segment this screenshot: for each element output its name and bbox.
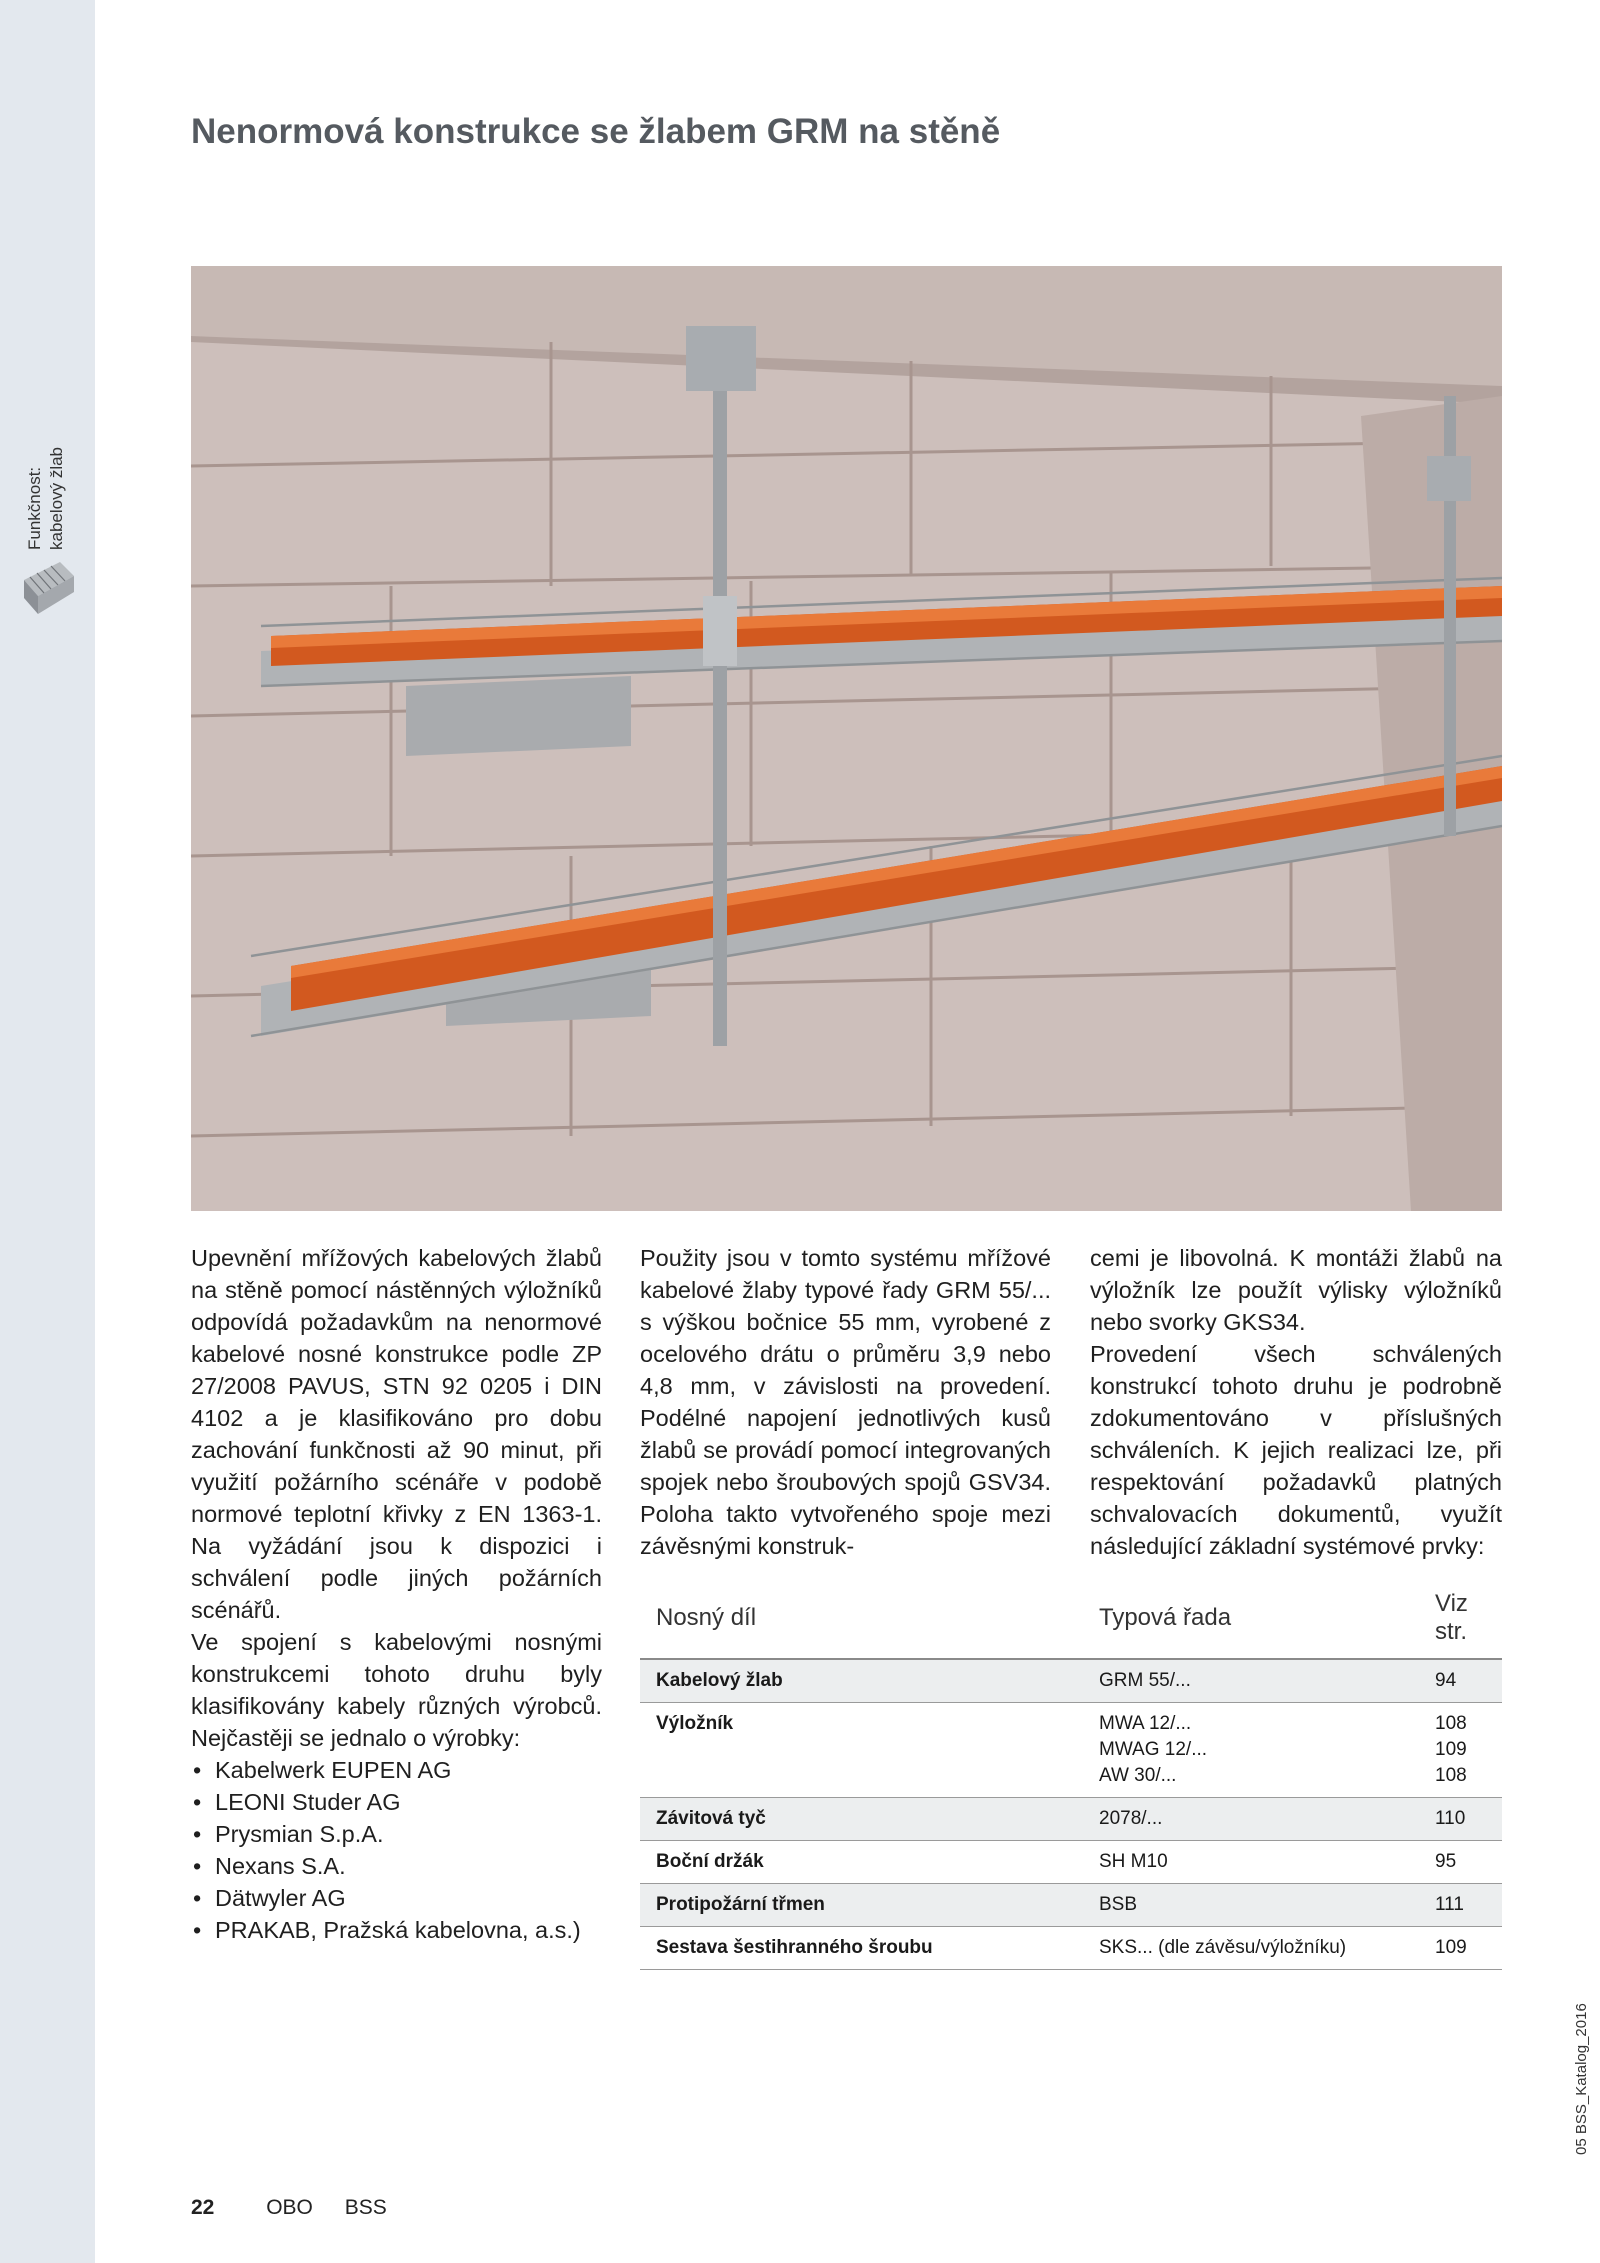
page-value: 108: [1435, 1713, 1467, 1734]
page-title: Nenormová konstrukce se žlabem GRM na stěně: [191, 112, 1001, 151]
part-series: [1083, 1798, 1419, 1841]
page-value: 109: [1435, 1937, 1467, 1958]
sidebar-label-line1: Funkčnost:: [25, 466, 44, 550]
part-page: [1419, 1884, 1502, 1927]
page-value: 111: [1435, 1894, 1464, 1915]
text-column-3: [1090, 1242, 1502, 1562]
series-value: 2078/...: [1099, 1808, 1163, 1829]
table-row: [640, 1659, 1502, 1703]
part-name: Sestava šestihranného šroubu: [640, 1927, 1083, 1970]
series-value: SKS... (dle závěsu/výložníku): [1099, 1937, 1347, 1958]
text-column-1: [191, 1242, 602, 1946]
table-header-row: [640, 1584, 1502, 1659]
part-name: Boční držák: [640, 1841, 1083, 1884]
part-page: [1419, 1798, 1502, 1841]
part-page: [1419, 1927, 1502, 1970]
list-item: • Nexans S.A.: [191, 1850, 602, 1882]
part-series: [1083, 1659, 1419, 1703]
cables-paragraph: Ve spojení s kabelovými nosnými konstrukcemi tohoto druhu byly klasifikovány kabely různých výrobců. Nejčastěji se jednalo o výrobky:: [191, 1629, 602, 1751]
part-series: [1083, 1927, 1419, 1970]
page-value: 110: [1435, 1808, 1466, 1829]
part-name: Výložník: [640, 1703, 1083, 1798]
document-code: 05 BSS_Katalog_2016: [1573, 2003, 1590, 2155]
table-row: [640, 1927, 1502, 1970]
table-row: [640, 1798, 1502, 1841]
table-row: [640, 1703, 1502, 1798]
parts-table: [640, 1584, 1502, 1970]
part-series: [1083, 1703, 1419, 1798]
header-part: Nosný díl: [640, 1584, 1083, 1659]
page-value: 109: [1435, 1739, 1467, 1760]
series-value: MWAG 12/...: [1099, 1739, 1208, 1760]
table-row: [640, 1884, 1502, 1927]
list-item: • Prysmian S.p.A.: [191, 1818, 602, 1850]
page-value: 108: [1435, 1765, 1467, 1786]
cable-tray-icon: [20, 560, 76, 616]
cable-tray-installation-photo: [191, 266, 1502, 1211]
part-name: Kabelový žlab: [640, 1659, 1083, 1703]
intro-paragraph: Upevnění mřížových kabelových žlabů na stěně pomocí nástěnných výložníků odpovídá požadavkům na nenormové kabelové nosné konstrukce podle ZP 27/2008 PAVUS, STN 92 0205 i DIN 4102 a je klasifikováno pro dobu zachování funkčnosti až 90 minut, při využití požárního scénáře v podobě normové teplotní křivky z EN 1363-1. Na vyžádání jsou k dispozici i schválení podle jiných požárních scénářů.: [191, 1245, 602, 1623]
page-footer: [191, 2196, 413, 2220]
page-value: 94: [1435, 1670, 1457, 1691]
part-name: Protipožární třmen: [640, 1884, 1083, 1927]
part-page: [1419, 1659, 1502, 1703]
part-series: [1083, 1884, 1419, 1927]
series-value: BSB: [1099, 1894, 1138, 1915]
series-value: SH M10: [1099, 1851, 1168, 1872]
header-page: Viz str.: [1419, 1584, 1502, 1659]
sidebar-label: [24, 330, 74, 550]
section-name: BSS: [344, 2196, 387, 2219]
brand-name: OBO: [266, 2196, 313, 2219]
series-value: GRM 55/...: [1099, 1670, 1191, 1691]
list-item: • Kabelwerk EUPEN AG: [191, 1754, 602, 1786]
list-item: • LEONI Studer AG: [191, 1786, 602, 1818]
part-page: [1419, 1703, 1502, 1798]
list-item: • Dätwyler AG: [191, 1882, 602, 1914]
page-value: 95: [1435, 1851, 1457, 1872]
header-series: Typová řada: [1083, 1584, 1419, 1659]
series-value: MWA 12/...: [1099, 1713, 1192, 1734]
text-column-2: [640, 1242, 1051, 1562]
list-item: • PRAKAB, Pražská kabelovna, a.s.): [191, 1914, 602, 1946]
mounting-paragraph: cemi je libovolná. K montáži žlabů na výložník lze použít výlisky výložníků nebo svorky GKS34.: [1090, 1245, 1502, 1335]
sidebar-label-line2: kabelový žlab: [47, 446, 66, 550]
page-number: 22: [191, 2196, 215, 2219]
approval-paragraph: Provedení všech schválených konstrukcí tohoto druhu je podrobně zdokumentováno v příslušných schváleních. K jejich realizaci lze, při respektování požadavků platných schvalovacích dokumentů, využít následující základní systémové prvky:: [1090, 1341, 1502, 1559]
system-paragraph: Použity jsou v tomto systému mřížové kabelové žlaby typové řady GRM 55/... s výškou bočnice 55 mm, vyrobené z ocelového drátu o průměru 3,9 nebo 4,8 mm, v závislosti na provedení. Podélné napojení jednotlivých kusů žlabů se provádí pomocí integrovaných spojek nebo šroubových spojů GSV34. Poloha takto vytvořeného spoje mezi závěsnými konstruk-: [640, 1245, 1051, 1559]
part-series: [1083, 1841, 1419, 1884]
part-page: [1419, 1841, 1502, 1884]
manufacturer-list: [191, 1754, 602, 1946]
series-value: AW 30/...: [1099, 1765, 1177, 1786]
table-row: [640, 1841, 1502, 1884]
part-name: Závitová tyč: [640, 1798, 1083, 1841]
